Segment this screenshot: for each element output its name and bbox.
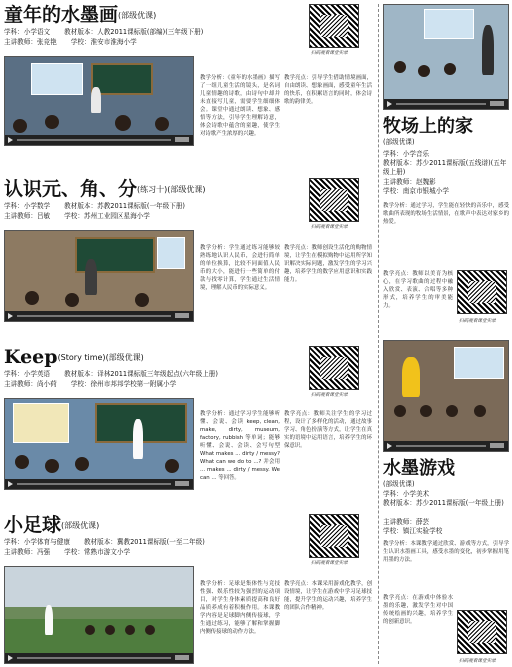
- lesson-card: [4, 178, 374, 291]
- subject-label: 学科：小学语文: [4, 28, 51, 36]
- lesson-card: [4, 4, 374, 137]
- progress-track[interactable]: [396, 445, 486, 447]
- qr-code[interactable]: [309, 4, 359, 48]
- school-label: 学校：常熟市游文小学: [64, 548, 131, 556]
- qr-code[interactable]: [309, 346, 359, 390]
- video-controls: [5, 479, 193, 489]
- video-player[interactable]: [4, 230, 194, 322]
- exercise-tag: (练习十): [137, 185, 168, 194]
- qr-caption: 扫码观看课堂实录: [311, 561, 348, 566]
- rank-tag: (部级优课): [167, 185, 206, 194]
- lesson-highlight: 教学亮点：本课采用游戏化教学，创设情境，让学生在游戏中学习足球技能，提升学生的运动兴趣，培养学生的团队合作精神。: [284, 581, 372, 611]
- qr-caption: 扫码观看课堂实录: [459, 659, 496, 664]
- video-player[interactable]: [4, 56, 194, 146]
- lesson-analysis: 教学分析：《童年的水墨画》描写了一组儿童生活的镜头，是名词儿童情趣的诗歌，由诗句中却并未直接写儿童，需要学生细细体会。课堂中通过朗读、想象、感悟等方法，引导学生理解诗意，体会诗歌中蕴含的童趣，使学生对诗歌产生浓厚的兴趣。: [200, 75, 280, 137]
- lesson-card: [4, 346, 374, 481]
- qr-caption: 扫码观看课堂实录: [311, 393, 348, 398]
- school-label: 学校：苏州工业园区星海小学: [64, 212, 150, 220]
- speaker-label: 主讲教师：尚小荷: [4, 380, 57, 388]
- video-controls: [384, 99, 508, 109]
- lesson-highlight: 教学亮点：教师创设生活化的购物情境，让学生在模拟购物中运用所学知识解决实际问题，激发学生的学习兴趣，培养学生的数学应用意识和实践能力。: [284, 245, 372, 283]
- progress-track[interactable]: [17, 657, 171, 659]
- speaker-label: 主讲教师：薛芸: [383, 518, 430, 526]
- textbook-label: 教材版本：译林2011课标版三年级起点(六年级上册): [64, 370, 218, 378]
- speaker-label: 主讲教师：赵魏影: [383, 178, 436, 186]
- lesson-highlight: 教学亮点：在游戏中体验水墨的乐趣，激发学生对中国传统绘画的兴趣，培养学生的创新意识。: [383, 595, 453, 625]
- video-player[interactable]: [4, 398, 194, 490]
- title-text: Keep: [4, 346, 58, 368]
- play-icon[interactable]: [8, 313, 13, 319]
- video-player[interactable]: [383, 4, 509, 110]
- progress-track[interactable]: [17, 139, 171, 141]
- rank-tag: (部级优课): [118, 11, 157, 20]
- play-icon[interactable]: [387, 101, 392, 107]
- subject-label: 学科：小学英语: [4, 370, 51, 378]
- title-text: 小足球: [4, 514, 62, 536]
- play-icon[interactable]: [8, 137, 13, 143]
- play-icon[interactable]: [387, 443, 392, 449]
- volume-icon[interactable]: [175, 655, 189, 660]
- subject-label: 学科：小学音乐: [383, 150, 430, 158]
- title-text: 认识元、角、分: [4, 178, 138, 200]
- subject-label: 学科：小学美术: [383, 490, 430, 498]
- volume-icon[interactable]: [490, 101, 504, 106]
- progress-track[interactable]: [396, 103, 486, 105]
- lesson-highlight: 教学亮点：引导学生借助情境画面，自由朗读、想象画面，感受童年生活的快乐，在积累语言的同时，体会诗歌的韵律美。: [284, 75, 372, 105]
- lesson-card: [4, 514, 374, 635]
- lesson-analysis: 教学分析：学生通过练习能够较熟练地认识人民币，会进行简单的单位换算，比较不同面值人民币的大小，能进行一些简单的付款与找零计算，学生通过生活情境，理解人民币的实际意义。: [200, 245, 280, 291]
- video-controls: [5, 653, 193, 663]
- volume-icon[interactable]: [175, 481, 189, 486]
- qr-code[interactable]: [309, 178, 359, 222]
- lesson-analysis: 教学分析：通过学习学生能够听懂、会说、会读 keep, clean, make, dirty, museum, factory, rubbish 等单词；能够听懂、会说、会读、会写句型 What makes ... dirty / messy? What can we do to ...? 并会用 ... makes ... dirty / messy. We can ... 等回答。: [200, 411, 280, 481]
- qr-caption: 扫码观看课堂实录: [311, 225, 348, 230]
- textbook-label: 教材版本：苏少2011课标版(一年级上册): [383, 499, 504, 507]
- school-label: 学校：淮安市淮海小学: [70, 38, 137, 46]
- volume-icon[interactable]: [490, 443, 504, 448]
- school-label: 学校：南京市银城小学: [383, 187, 449, 195]
- qr-caption: 扫码观看课堂实录: [311, 51, 348, 56]
- rank-tag: (部级优课): [61, 521, 100, 530]
- progress-track[interactable]: [17, 315, 171, 317]
- column-divider: [378, 4, 379, 664]
- textbook-label: 教材版本：苏教2011课标版(一年级下册): [64, 202, 185, 210]
- qr-code[interactable]: [457, 610, 507, 654]
- textbook-label: 教材版本：苏少2011课标版(五线谱)(五年级上册): [383, 159, 507, 176]
- rank-tag: (部级优课): [105, 353, 144, 362]
- video-controls: [5, 311, 193, 321]
- video-controls: [384, 441, 508, 451]
- subject-label: 学科：小学体育与健康: [4, 538, 70, 546]
- textbook-label: 教材版本：人教2011课标版(部编)(三年级下册): [64, 28, 204, 36]
- qr-code[interactable]: [309, 514, 359, 558]
- speaker-label: 主讲教师：吕敏: [4, 212, 51, 220]
- play-icon[interactable]: [8, 655, 13, 661]
- volume-icon[interactable]: [175, 137, 189, 142]
- qr-code[interactable]: [457, 270, 507, 314]
- lesson-title: 牧场上的家: [383, 116, 473, 137]
- lesson-title: 水墨游戏: [383, 458, 455, 479]
- title-text: 童年的水墨画: [4, 4, 119, 26]
- video-player[interactable]: [4, 566, 194, 664]
- play-icon[interactable]: [8, 481, 13, 487]
- video-controls: [5, 135, 193, 145]
- textbook-label: 教材版本：冀教2011课标版(一至二年级): [83, 538, 205, 546]
- progress-track[interactable]: [17, 483, 171, 485]
- lesson-analysis: 教学分析：本课教学通过欣赏、游戏等方式，引导学生认识水墨画工具，感受水墨的变化，初步掌握用笔用墨的方法。: [383, 541, 509, 563]
- lesson-analysis: 教学分析：通过学习，学生能在轻快的音乐中，感受歌曲所表现的牧场生活情景，在歌声中表达对家乡的热爱。: [383, 203, 509, 225]
- subject-label: 学科：小学数学: [4, 202, 51, 210]
- volume-icon[interactable]: [175, 313, 189, 318]
- qr-caption: 扫码观看课堂实录: [459, 319, 496, 324]
- lesson-highlight: 教学亮点：教师以美育为核心，在学习歌曲的过程中融入欣赏、表演、合唱等多种形式，培养学生的审美能力。: [383, 271, 453, 309]
- lesson-analysis: 教学分析：足球是集体性与竞技性强、娱乐性较为强烈的运动项目，对学生身体素质提高和良好品质养成有着积极作用。本课教学内容是足球脚内侧传接球，学生通过练习，能够了解和掌握脚内侧传接球的动作方法。: [200, 581, 280, 635]
- lesson-highlight: 教学亮点：教师关注学生的学习过程，设计了多样化的活动，通过故事学习、角色扮演等方式，让学生在真实的语境中运用语言，培养学生的环保意识。: [284, 411, 372, 449]
- school-label: 学校：镇江实验学校: [383, 527, 443, 535]
- rank-tag: (部级优课): [383, 480, 415, 488]
- speaker-label: 主讲教师：张竞艳: [4, 38, 57, 46]
- story-tag: (Story time): [57, 353, 106, 362]
- school-label: 学校：徐州市邦邦学校第一附属小学: [70, 380, 177, 388]
- rank-tag: (部级优课): [383, 138, 415, 146]
- video-player[interactable]: [383, 340, 509, 452]
- speaker-label: 主讲教师：冯强: [4, 548, 51, 556]
